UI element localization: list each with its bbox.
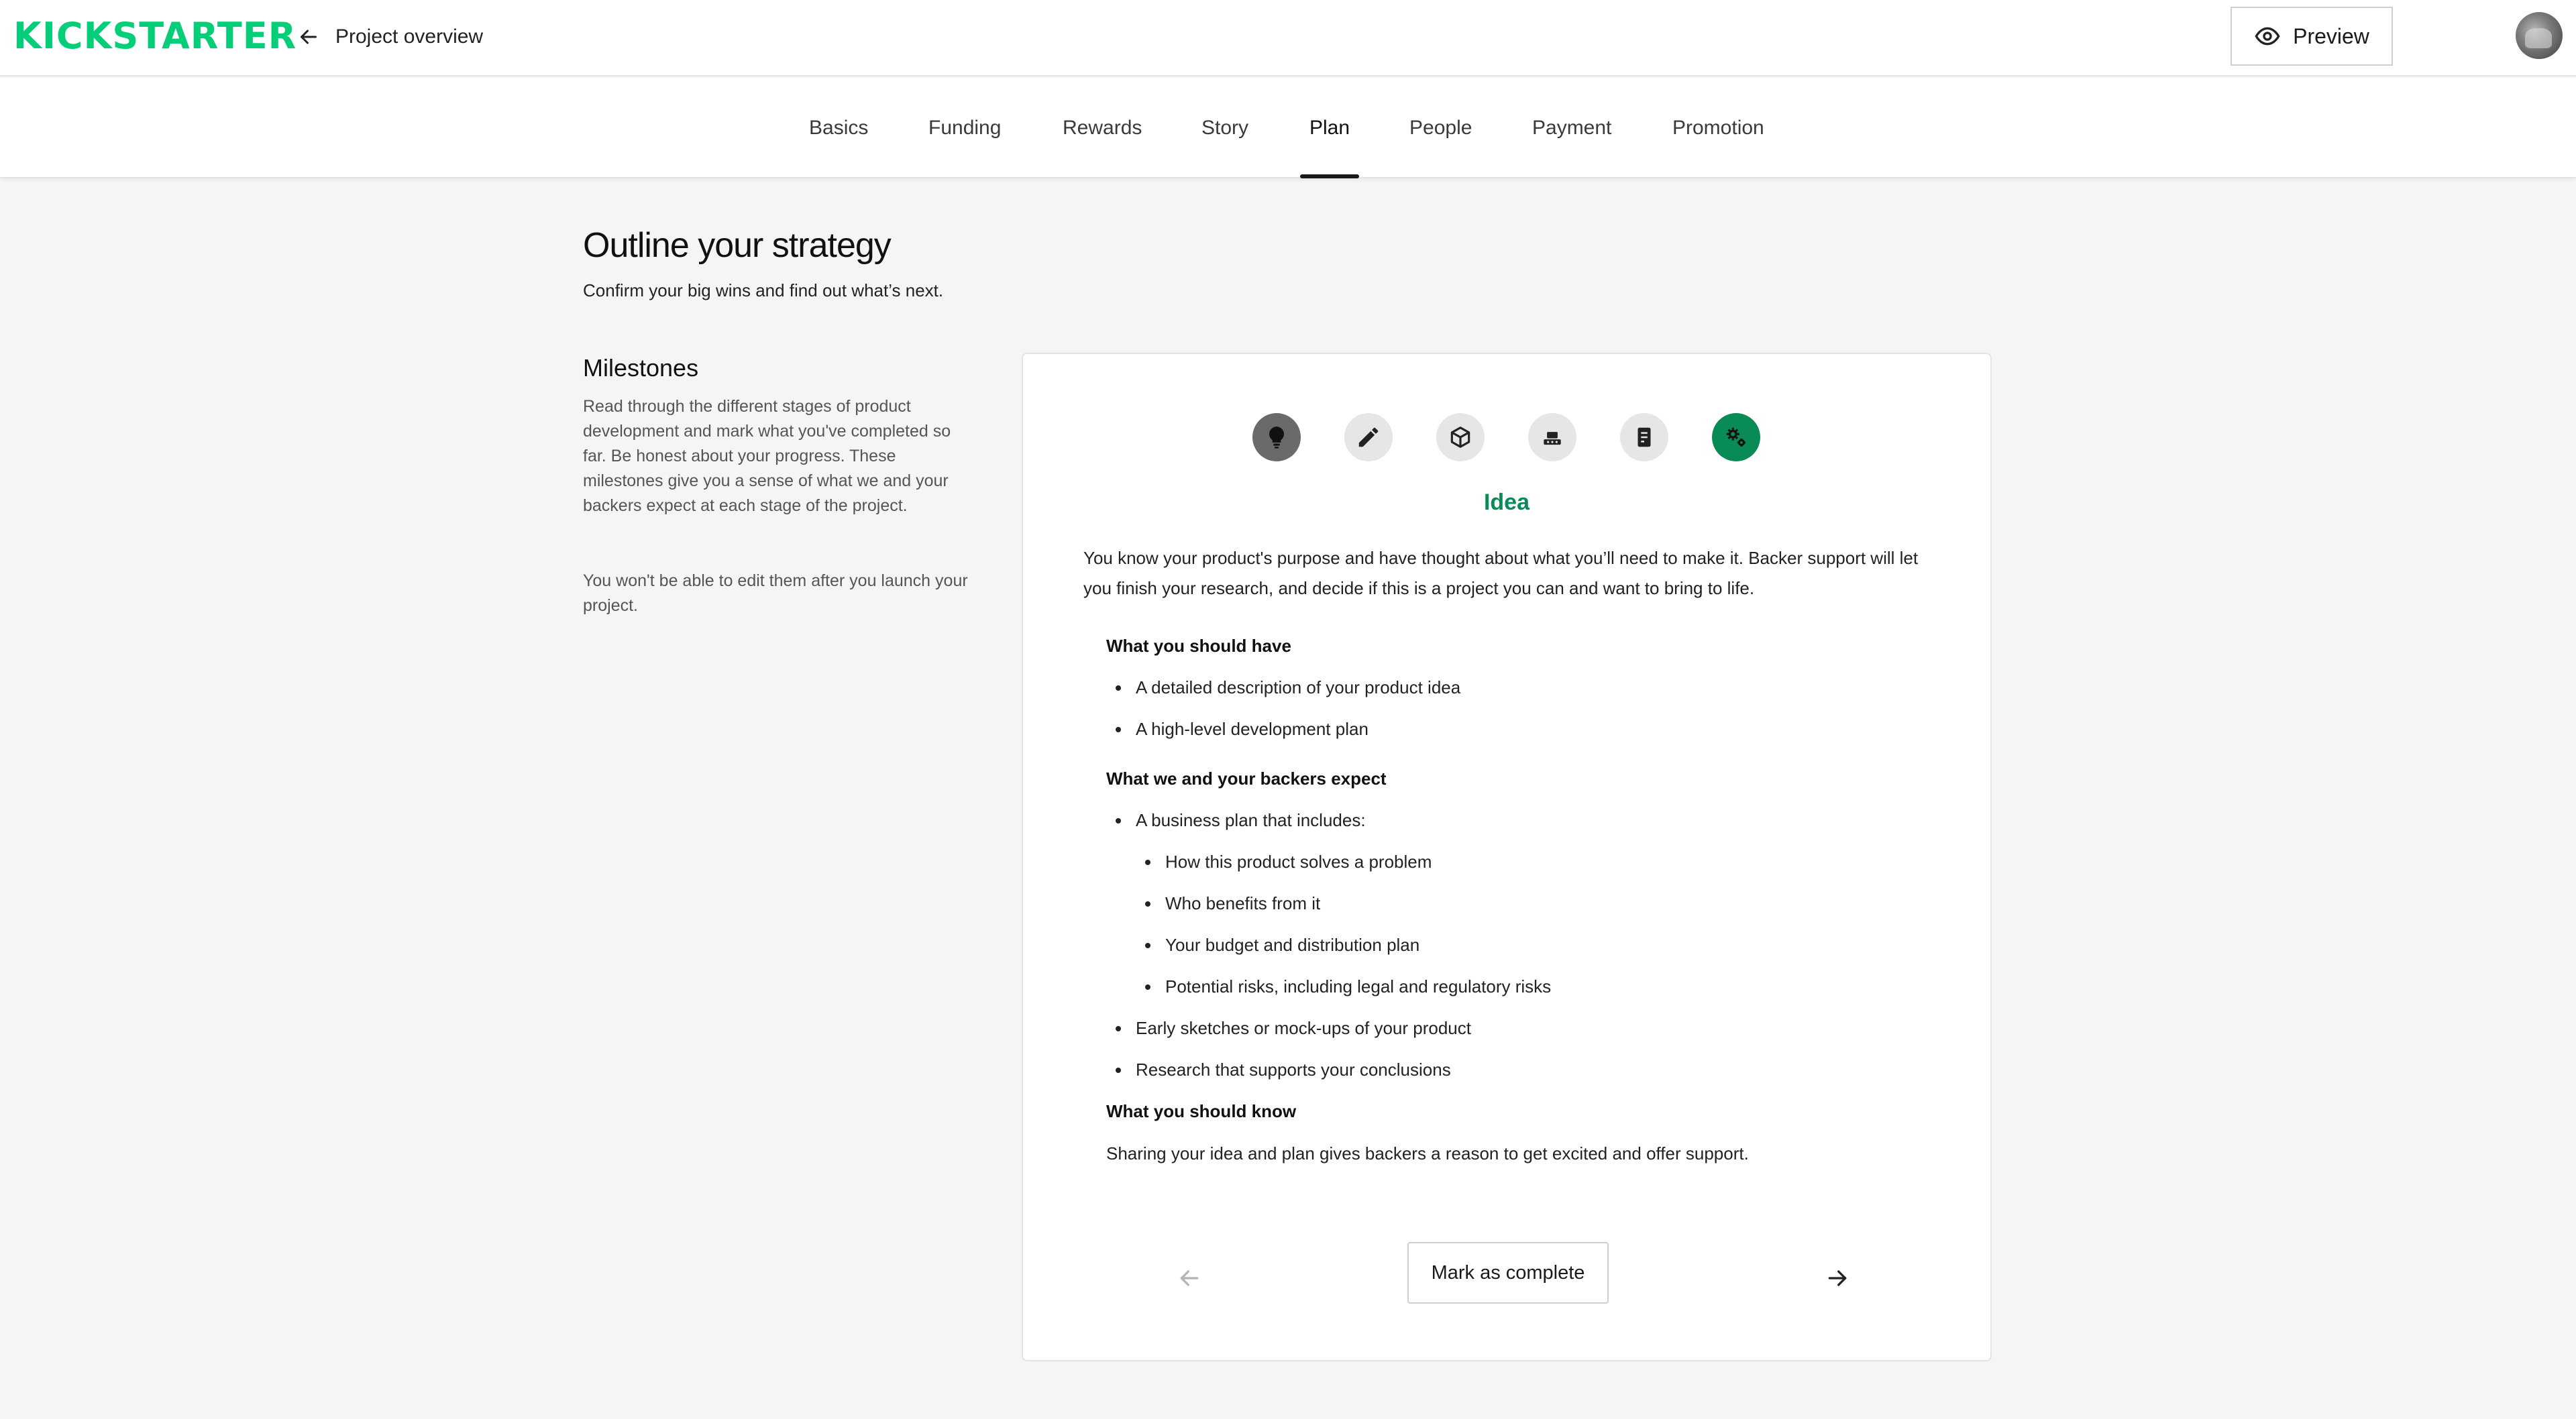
tab-plan[interactable]: Plan — [1309, 78, 1350, 178]
checklist-icon — [1631, 424, 1657, 450]
stage-production-step[interactable] — [1528, 413, 1576, 461]
stage-title: Idea — [1483, 490, 1530, 515]
tab-story[interactable]: Story — [1201, 117, 1249, 139]
project-overview-link[interactable] — [297, 20, 483, 54]
cube-icon — [1448, 424, 1473, 450]
section-tabs — [0, 78, 2576, 178]
preview-button[interactable] — [2231, 7, 2393, 66]
arrow-right-icon — [1824, 1265, 1851, 1292]
stage-stepper — [1252, 413, 1762, 467]
should-have-heading: What you should have — [1106, 636, 1291, 656]
arrow-left-icon — [1176, 1265, 1203, 1292]
list-item: A business plan that includes: — [1106, 799, 1945, 841]
avatar[interactable] — [2516, 12, 2563, 59]
pencil-icon — [1356, 424, 1381, 450]
arrow-left-icon — [297, 25, 321, 49]
milestones-note: You won't be able to edit them after you launch your project. — [583, 571, 968, 615]
kickstarter-logo[interactable]: KICKSTARTER — [13, 15, 297, 57]
milestones-description: Read through the different stages of product development and mark what you've completed so far. Be honest about your progress. These milestones give you a sense of what we and your backers expect at each stage of the project. — [583, 397, 951, 515]
list-item: A detailed description of your product idea — [1106, 667, 1945, 708]
mark-as-complete-button[interactable]: Mark as complete — [1407, 1242, 1609, 1304]
should-know-heading: What you should know — [1106, 1101, 1297, 1121]
list-item: Early sketches or mock-ups of your product — [1106, 1007, 1945, 1049]
tab-people[interactable]: People — [1409, 117, 1472, 139]
tab-rewards[interactable]: Rewards — [1063, 117, 1142, 139]
milestone-card — [1022, 353, 1992, 1361]
milestones-title: Milestones — [583, 354, 699, 382]
previous-stage-button[interactable] — [1169, 1258, 1210, 1298]
project-overview-label: Project overview — [335, 25, 484, 48]
tab-promotion[interactable]: Promotion — [1672, 117, 1764, 139]
top-bar — [0, 0, 2576, 76]
stage-details — [1106, 625, 1945, 1175]
preview-label: Preview — [2293, 23, 2369, 48]
eye-icon — [2254, 23, 2281, 50]
lightbulb-icon — [1264, 424, 1289, 450]
list-item: How this product solves a problem — [1106, 841, 1945, 883]
stage-delivery-step[interactable] — [1712, 413, 1760, 461]
tab-payment[interactable]: Payment — [1532, 117, 1612, 139]
expect-heading: What we and your backers expect — [1106, 769, 1387, 789]
stage-intro: You know your product's purpose and have thought about what you’ll need to make it. Backer support will let you finish your research, and decide if this is a project you can and want to bring to life. — [1083, 548, 1919, 598]
stage-design-step[interactable] — [1344, 413, 1393, 461]
gears-icon — [1723, 424, 1749, 450]
tab-basics[interactable]: Basics — [809, 117, 869, 139]
stage-prototype-step[interactable] — [1436, 413, 1485, 461]
list-item: A high-level development plan — [1106, 708, 1945, 750]
list-item: Your budget and distribution plan — [1106, 924, 1945, 966]
stage-idea-step[interactable] — [1252, 413, 1301, 461]
page-title: Outline your strategy — [583, 226, 891, 265]
list-item: Research that supports your conclusions — [1106, 1049, 1945, 1090]
list-item: Potential risks, including legal and regulatory risks — [1106, 966, 1945, 1007]
should-know-text: Sharing your idea and plan gives backers a reason to get excited and offer support. — [1106, 1143, 1749, 1163]
stage-fulfillment-step[interactable] — [1620, 413, 1668, 461]
list-item: Who benefits from it — [1106, 883, 1945, 924]
next-stage-button[interactable] — [1817, 1258, 1858, 1298]
tab-funding[interactable]: Funding — [928, 117, 1002, 139]
robot-icon — [1540, 424, 1565, 450]
page-subtitle: Confirm your big wins and find out what’s next. — [583, 280, 944, 300]
